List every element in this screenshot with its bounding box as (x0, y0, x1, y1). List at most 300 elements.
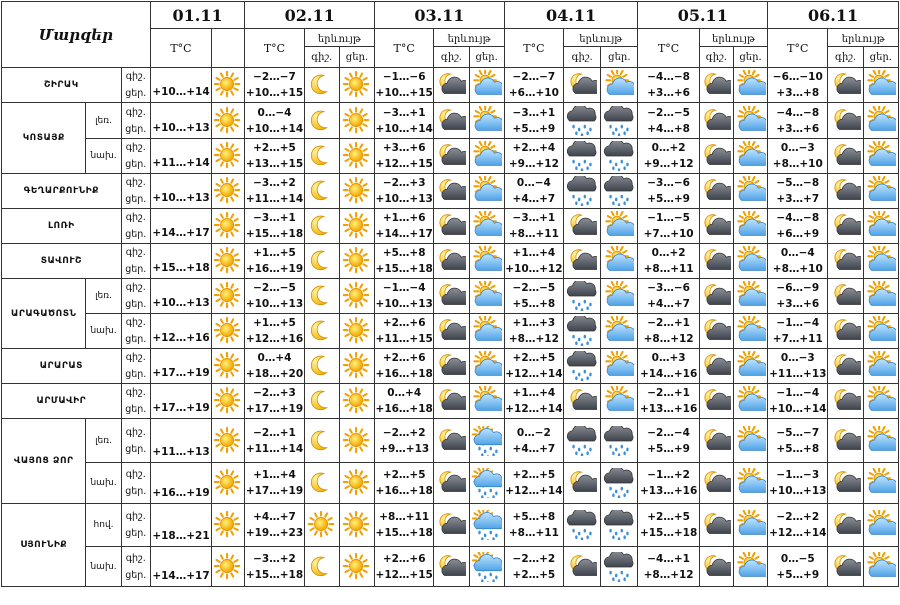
day-temperature: +3…+7 (776, 193, 820, 205)
night-label: գիշ. (125, 212, 146, 223)
temperature-range (375, 279, 434, 314)
day-temperature: +4…+7 (512, 442, 556, 455)
date-header: 01.11 (150, 2, 245, 29)
table-row (2, 504, 899, 547)
night-subheader: գիշ. (304, 47, 339, 68)
temperature-range (245, 463, 304, 504)
night-label: գիշ. (125, 71, 146, 82)
sun-icon (339, 463, 374, 504)
night-temperature: +5…+8 (382, 247, 426, 259)
moon-cloud-icon (828, 314, 863, 349)
temperature-value: +11…+14 (150, 139, 211, 174)
temperature-range (504, 384, 563, 419)
night-temperature: 0…−3 (780, 142, 815, 154)
day-temperature: +5…+8 (512, 298, 556, 310)
temperature-range (638, 68, 699, 103)
day-temperature: +5…+9 (512, 122, 556, 135)
temperature-range (375, 547, 434, 587)
sun-cloud-icon (469, 68, 504, 103)
night-temperature: 0…+4 (387, 387, 422, 399)
temperature-range (504, 349, 563, 384)
sun-cloud-icon (863, 463, 898, 504)
sun-cloud-icon (863, 504, 898, 547)
day-temperature: +14…+17 (375, 228, 433, 240)
sun-cloud-icon (733, 244, 767, 279)
sun-icon (339, 419, 374, 463)
temperature-range (768, 174, 828, 209)
table-row (2, 279, 899, 314)
sun-cloud-icon (601, 279, 638, 314)
sun-icon (212, 504, 245, 547)
temperature-range (504, 68, 563, 103)
temperature-range (245, 504, 304, 547)
temperature-range (768, 244, 828, 279)
date-header: 05.11 (638, 2, 768, 29)
night-temperature: 0…−5 (780, 552, 815, 565)
night-temperature: 0…+2 (651, 142, 686, 154)
moon-cloud-icon (434, 174, 469, 209)
sun-icon (339, 68, 374, 103)
moon-cloud-icon (699, 209, 733, 244)
day-label: ցեր. (125, 123, 147, 135)
day-temperature: +15…+18 (245, 568, 304, 581)
moon-cloud-icon (828, 139, 863, 174)
day-temperature: +3…+6 (776, 298, 820, 310)
night-temperature: +1…+5 (253, 317, 296, 329)
day-subheader: ցեր. (601, 47, 638, 68)
day-temperature: +12…+14 (505, 485, 563, 497)
moon-cloud-icon (564, 384, 601, 419)
subregion-name: լեռ. (86, 419, 121, 463)
temperature-range (504, 504, 563, 547)
subregion-name: լեռ. (86, 103, 121, 139)
night-temperature: +1…+4 (512, 247, 556, 259)
temperature-range (768, 279, 828, 314)
temp-header: T°C (150, 29, 211, 68)
night-day-label (121, 419, 150, 463)
temperature-range (638, 174, 699, 209)
temperature-range (245, 209, 304, 244)
temperature-value: +10…+13 (150, 174, 211, 209)
night-temperature: −1…+2 (647, 469, 690, 481)
sun-icon (339, 547, 374, 587)
sun-icon (212, 174, 245, 209)
night-day-label (121, 547, 150, 587)
region-name: ՏԱՎՈՒՇ (2, 244, 122, 279)
sun-cloud-icon (733, 174, 767, 209)
night-label: գիշ. (125, 177, 146, 188)
night-temperature: −2…−7 (253, 71, 296, 83)
day-temperature: +5…+9 (647, 442, 690, 455)
table-row (2, 419, 899, 463)
night-label: գիշ. (125, 282, 146, 293)
moon-icon (304, 68, 339, 103)
moon-cloud-icon (828, 68, 863, 103)
temperature-value: +10…+13 (150, 279, 211, 314)
night-day-label (121, 314, 150, 349)
date-header: 03.11 (375, 2, 505, 29)
sun-icon (212, 68, 245, 103)
temperature-range (768, 547, 828, 587)
day-temperature: +10…+15 (375, 87, 433, 99)
night-label: գիշ. (125, 106, 146, 118)
night-day-label (121, 244, 150, 279)
day-temperature: +10…+13 (769, 485, 827, 497)
sun-cloud-icon (601, 68, 638, 103)
night-temperature: +2…+5 (647, 511, 690, 523)
temperature-range (504, 139, 563, 174)
temperature-range (375, 174, 434, 209)
day-temperature: +11…+14 (245, 442, 304, 455)
sun-cloud-icon (733, 314, 767, 349)
night-temperature: −3…+1 (382, 106, 426, 119)
sun-icon (212, 419, 245, 463)
day-temperature: +10…+14 (375, 122, 433, 135)
sun-cloud-icon (733, 209, 767, 244)
night-temperature: −2…+2 (776, 511, 820, 523)
subregion-name: նախ. (86, 547, 121, 587)
rain-sun-cloud-icon (469, 547, 504, 587)
sun-icon (339, 349, 374, 384)
sun-icon (212, 139, 245, 174)
day-temperature: +12…+15 (375, 158, 433, 170)
day-label: ցեր. (125, 404, 147, 415)
day-temperature: +18…+20 (245, 368, 304, 380)
sun-icon (339, 103, 374, 139)
night-temperature: −6…−10 (772, 71, 823, 83)
sun-cloud-icon (733, 547, 767, 587)
temperature-range (504, 174, 563, 209)
night-subheader: գիշ. (699, 47, 733, 68)
moon-cloud-icon (828, 209, 863, 244)
moon-cloud-icon (434, 139, 469, 174)
day-temperature: +8…+11 (508, 228, 559, 240)
rain-cloud-icon (601, 139, 638, 174)
moon-cloud-icon (434, 68, 469, 103)
night-label: գիշ. (125, 552, 146, 564)
sun-cloud-icon (469, 103, 504, 139)
day-temperature: +16…+18 (375, 368, 433, 380)
temperature-value: +10…+13 (150, 103, 211, 139)
temperature-range (245, 384, 304, 419)
temperature-range (768, 384, 828, 419)
night-temperature: 0…−4 (780, 247, 815, 259)
night-temperature: −4…+1 (647, 552, 690, 565)
night-temperature: −2…+1 (647, 317, 690, 329)
table-row (2, 209, 899, 244)
day-label: ցեր. (125, 369, 147, 380)
temperature-range (638, 384, 699, 419)
day-temperature: +8…+10 (772, 263, 823, 275)
sun-cloud-icon (863, 279, 898, 314)
date-header: 02.11 (245, 2, 375, 29)
moon-cloud-icon (828, 463, 863, 504)
sun-cloud-icon (733, 349, 767, 384)
moon-cloud-icon (699, 504, 733, 547)
moon-cloud-icon (699, 244, 733, 279)
moon-cloud-icon (434, 103, 469, 139)
day-temperature: +13…+16 (639, 403, 698, 415)
sun-icon (212, 314, 245, 349)
sun-cloud-icon (863, 139, 898, 174)
regions-header: Մարզեր (2, 2, 151, 68)
temperature-range (504, 314, 563, 349)
subregion-name: նախ. (86, 139, 121, 174)
subregion-name: նախ. (86, 463, 121, 504)
temperature-range (245, 174, 304, 209)
rain-cloud-icon (601, 103, 638, 139)
night-subheader: գիշ. (564, 47, 601, 68)
night-temperature: −2…+1 (253, 426, 296, 439)
temperature-range (245, 314, 304, 349)
temp-header: T°C (768, 29, 828, 68)
night-temperature: 0…+3 (651, 352, 686, 364)
sun-cloud-icon (733, 463, 767, 504)
day-temperature: +8…+12 (643, 568, 694, 581)
day-temperature: +6…+9 (776, 228, 820, 240)
night-day-label (121, 103, 150, 139)
sun-cloud-icon (601, 209, 638, 244)
night-temperature: −2…+3 (253, 387, 296, 399)
night-temperature: −3…+1 (512, 212, 556, 224)
moon-cloud-icon (828, 504, 863, 547)
day-temperature: +8…+11 (508, 527, 559, 539)
rain-cloud-icon (564, 314, 601, 349)
sun-cloud-icon (863, 174, 898, 209)
temperature-value: +14…+17 (150, 209, 211, 244)
moon-icon (304, 419, 339, 463)
night-temperature: −2…−4 (647, 426, 690, 439)
sun-icon (339, 384, 374, 419)
rain-cloud-icon (564, 103, 601, 139)
moon-icon (304, 244, 339, 279)
temperature-range (245, 279, 304, 314)
table-row (2, 244, 899, 279)
sun-cloud-icon (601, 349, 638, 384)
temperature-range (768, 419, 828, 463)
day-temperature: +3…+6 (776, 122, 820, 135)
day-temperature: +4…+8 (647, 122, 690, 135)
night-temperature: 0…+4 (257, 352, 292, 364)
day-temperature: +10…+14 (769, 403, 827, 415)
day-temperature: +5…+8 (776, 442, 820, 455)
day-temperature: +8…+12 (508, 333, 559, 345)
day-label: ցեր. (125, 264, 147, 275)
sun-cloud-icon (469, 314, 504, 349)
night-label: գիշ. (125, 511, 146, 522)
night-temperature: −6…−9 (776, 282, 820, 294)
day-temperature: +10…+12 (505, 263, 563, 275)
temperature-range (375, 244, 434, 279)
moon-cloud-icon (828, 419, 863, 463)
region-name: ԱՐԱՐԱՏ (2, 349, 122, 384)
moon-cloud-icon (564, 244, 601, 279)
table-row (2, 314, 899, 349)
day-temperature: +9…+12 (643, 158, 694, 170)
temperature-range (245, 419, 304, 463)
moon-cloud-icon (434, 504, 469, 547)
moon-cloud-icon (699, 103, 733, 139)
sun-cloud-icon (469, 174, 504, 209)
temperature-range (768, 349, 828, 384)
sun-icon (339, 504, 374, 547)
night-label: գիշ. (125, 469, 146, 480)
moon-cloud-icon (564, 463, 601, 504)
sun-icon (212, 547, 245, 587)
temp-header: T°C (375, 29, 434, 68)
sun-cloud-icon (469, 209, 504, 244)
rain-cloud-icon (564, 174, 601, 209)
day-temperature: +7…+10 (643, 228, 694, 240)
day-temperature: +15…+18 (639, 527, 698, 539)
sun-cloud-icon (863, 349, 898, 384)
moon-cloud-icon (434, 384, 469, 419)
night-temperature: +4…+7 (253, 511, 296, 523)
temperature-range (768, 463, 828, 504)
day-temperature: +5…+9 (647, 193, 690, 205)
sun-cloud-icon (733, 139, 767, 174)
day-subheader: ցեր. (863, 47, 898, 68)
night-label: գիշ. (125, 426, 146, 438)
temperature-range (638, 463, 699, 504)
moon-cloud-icon (434, 279, 469, 314)
moon-cloud-icon (564, 547, 601, 587)
moon-cloud-icon (434, 314, 469, 349)
moon-cloud-icon (828, 384, 863, 419)
moon-icon (304, 384, 339, 419)
sun-cloud-icon (733, 384, 767, 419)
night-temperature: +1…+3 (512, 317, 556, 329)
moon-icon (304, 314, 339, 349)
temperature-value: +12…+16 (150, 314, 211, 349)
night-label: գիշ. (125, 247, 146, 258)
night-temperature: −2…−7 (512, 71, 556, 83)
temperature-value: +11…+13 (150, 419, 211, 463)
sun-icon (304, 504, 339, 547)
night-temperature: −3…+2 (253, 552, 296, 565)
sun-cloud-icon (863, 103, 898, 139)
table-row (2, 349, 899, 384)
temperature-range (375, 68, 434, 103)
day-temperature: +6…+10 (508, 87, 559, 99)
moon-cloud-icon (699, 463, 733, 504)
weather-header: երևույթ (564, 29, 638, 47)
temperature-value: +17…+19 (150, 349, 211, 384)
day-temperature: +10…+14 (245, 122, 304, 135)
day-temperature: +17…+19 (245, 403, 304, 415)
rain-cloud-icon (601, 504, 638, 547)
rain-sun-cloud-icon (469, 463, 504, 504)
temperature-range (638, 209, 699, 244)
night-day-label (121, 463, 150, 504)
temp-header: T°C (638, 29, 699, 68)
temperature-value: +18…+21 (150, 504, 211, 547)
weather-header: երևույթ (434, 29, 504, 47)
moon-icon (304, 463, 339, 504)
night-temperature: −4…−8 (776, 212, 820, 224)
day-temperature: +4…+7 (512, 193, 556, 205)
night-temperature: −2…+1 (647, 387, 690, 399)
temperature-range (245, 103, 304, 139)
night-temperature: 0…−4 (257, 106, 292, 119)
moon-cloud-icon (828, 279, 863, 314)
moon-cloud-icon (828, 103, 863, 139)
night-day-label (121, 139, 150, 174)
temperature-range (768, 209, 828, 244)
region-name: ՇԻՐԱԿ (2, 68, 122, 103)
day-temperature: +14…+16 (639, 368, 698, 380)
day-temperature: +19…+23 (245, 527, 304, 539)
moon-cloud-icon (434, 419, 469, 463)
day-label: ցեր. (125, 159, 147, 170)
rain-cloud-icon (564, 139, 601, 174)
forecast-table (1, 1, 899, 587)
moon-cloud-icon (699, 419, 733, 463)
day-temperature: +4…+7 (647, 298, 690, 310)
night-temperature: −2…−5 (512, 282, 556, 294)
rain-cloud-icon (601, 174, 638, 209)
moon-cloud-icon (564, 68, 601, 103)
day-label: ցեր. (125, 569, 147, 581)
temperature-range (375, 103, 434, 139)
day-temperature: +12…+15 (375, 568, 433, 581)
night-temperature: +2…+5 (512, 352, 556, 364)
sun-cloud-icon (469, 244, 504, 279)
temperature-range (768, 504, 828, 547)
temperature-range (504, 279, 563, 314)
region-name: ՎԱՅՈՑ ՁՈՐ (2, 419, 86, 504)
sun-cloud-icon (863, 314, 898, 349)
temperature-range (375, 349, 434, 384)
subregion-name: նախ. (86, 314, 121, 349)
sun-cloud-icon (863, 68, 898, 103)
sun-cloud-icon (733, 419, 767, 463)
night-temperature: −3…−6 (647, 177, 690, 189)
night-temperature: 0…+2 (651, 247, 686, 259)
sun-cloud-icon (733, 103, 767, 139)
sun-cloud-icon (863, 209, 898, 244)
weather-header: երևույթ (304, 29, 374, 47)
sun-cloud-icon (863, 419, 898, 463)
day-temperature: +16…+18 (375, 485, 433, 497)
night-day-label (121, 504, 150, 547)
sun-icon (212, 103, 245, 139)
day-label: ցեր. (125, 334, 147, 345)
rain-sun-cloud-icon (469, 504, 504, 547)
rain-sun-cloud-icon (469, 419, 504, 463)
night-temperature: −2…+2 (382, 426, 426, 439)
sun-cloud-icon (733, 68, 767, 103)
temperature-range (504, 419, 563, 463)
night-temperature: +1…+4 (253, 469, 296, 481)
night-temperature: −4…−8 (776, 106, 820, 119)
temperature-value: +14…+17 (150, 547, 211, 587)
temperature-range (768, 68, 828, 103)
temperature-range (245, 244, 304, 279)
sun-icon (339, 279, 374, 314)
night-temperature: 0…−2 (516, 426, 551, 439)
night-subheader: գիշ. (434, 47, 469, 68)
moon-icon (304, 279, 339, 314)
night-temperature: 0…−4 (516, 177, 551, 189)
day-label: ցեր. (125, 299, 147, 310)
night-temperature: −2…+3 (382, 177, 426, 189)
night-temperature: +2…+5 (253, 142, 296, 154)
temperature-range (638, 103, 699, 139)
night-label: գիշ. (125, 142, 146, 153)
day-temperature: +10…+13 (245, 298, 304, 310)
day-temperature: +8…+11 (643, 263, 694, 275)
